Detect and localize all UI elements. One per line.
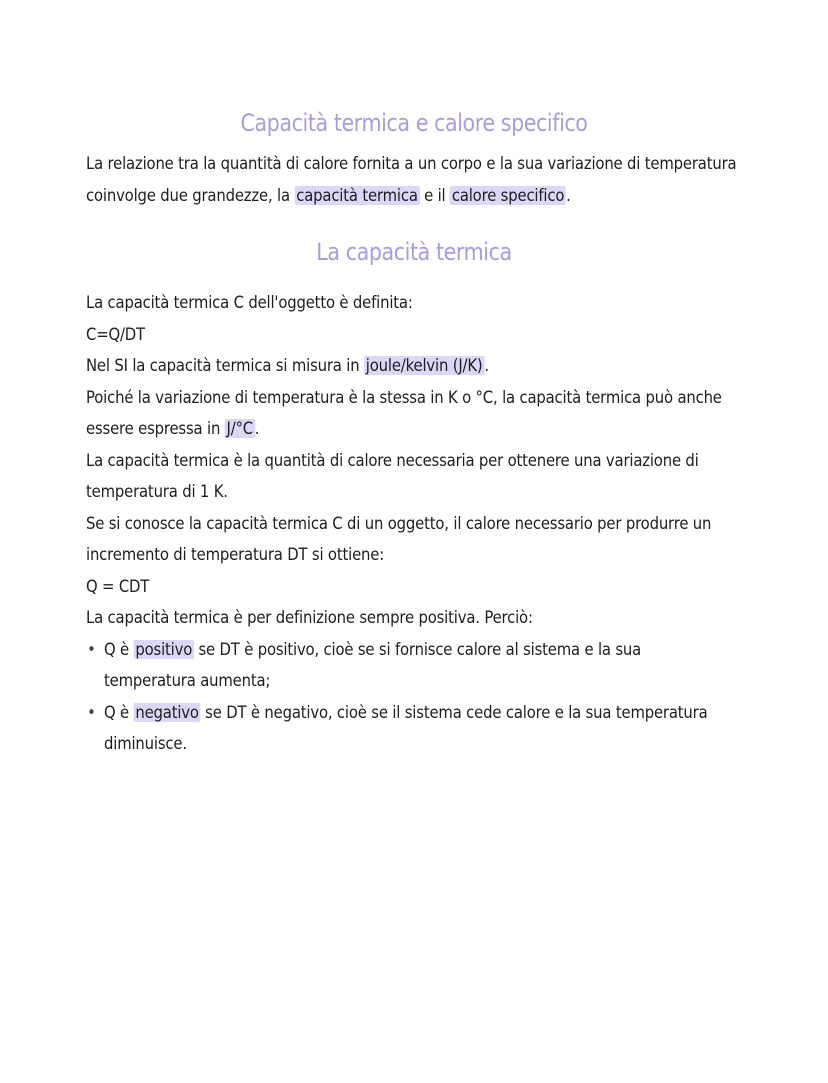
unit-text-pre: Nel SI la capacità termica si misura in: [86, 356, 364, 375]
bullet-continuation: temperatura aumenta;: [104, 671, 271, 690]
formula-heat: Q = CDT: [86, 576, 150, 596]
unit-text: [86, 350, 748, 382]
highlight-positivo: positivo: [135, 639, 193, 659]
celsius-text-pre: essere espressa in: [86, 419, 225, 438]
intro-paragraph: [86, 148, 748, 211]
capacity-meaning-line-2: temperatura di 1 K.: [86, 482, 228, 501]
page-title: Capacità termica e calore specifico: [240, 109, 588, 137]
intro-line-1: La relazione tra la quantità di calore fornita a un corpo e la sua variazione di temperatura: [86, 154, 737, 173]
list-item: [86, 697, 748, 729]
section-title: La capacità termica: [316, 238, 512, 266]
celsius-text-end: .: [254, 419, 260, 438]
highlight-calore-specifico: calore specifico: [451, 185, 565, 205]
bullet-text-pre: Q è: [104, 639, 134, 659]
highlight-unit-celsius: J/°C: [226, 419, 254, 438]
celsius-text-line-1: Poiché la variazione di temperatura è la stessa in K o °C, la capacità termica può anche: [86, 387, 722, 407]
bullet-icon: •: [87, 639, 96, 659]
heat-text-line-1: Se si conosce la capacità termica C di un oggetto, il calore necessario per produrre un: [86, 513, 712, 533]
intro-text: coinvolge due grandezze, la: [86, 185, 295, 205]
highlight-unit: joule/kelvin (J/K): [365, 356, 483, 375]
definition-text: La capacità termica C dell'oggetto è definita:: [86, 293, 413, 312]
bullet-icon: •: [87, 702, 96, 722]
section-body: [86, 287, 748, 760]
bullet-continuation: diminuisce.: [104, 734, 187, 753]
intro-text: .: [566, 185, 571, 205]
highlight-negativo: negativo: [135, 702, 199, 722]
celsius-text-line-2: [86, 413, 748, 445]
heat-text-line-2: incremento di temperatura DT si ottiene:: [86, 545, 385, 564]
formula-capacity: C=Q/DT: [86, 324, 145, 344]
bullet-text-pre: Q è: [104, 702, 134, 722]
capacity-meaning-line-1: La capacità termica è la quantità di calore necessaria per ottenere una variazione di: [86, 450, 699, 470]
intro-line-2: [86, 180, 748, 212]
bullet-text-rest: se DT è positivo, cioè se si fornisce calore al sistema e la sua: [193, 639, 642, 659]
intro-text: e il: [419, 185, 451, 205]
highlight-capacita-termica: capacità termica: [296, 185, 418, 205]
list-item: [86, 634, 748, 666]
bullet-text-rest: se DT è negativo, cioè se il sistema cede calore e la sua temperatura: [200, 702, 708, 722]
positivity-text: La capacità termica è per definizione sempre positiva. Perciò:: [86, 608, 533, 627]
unit-text-end: .: [484, 356, 489, 375]
